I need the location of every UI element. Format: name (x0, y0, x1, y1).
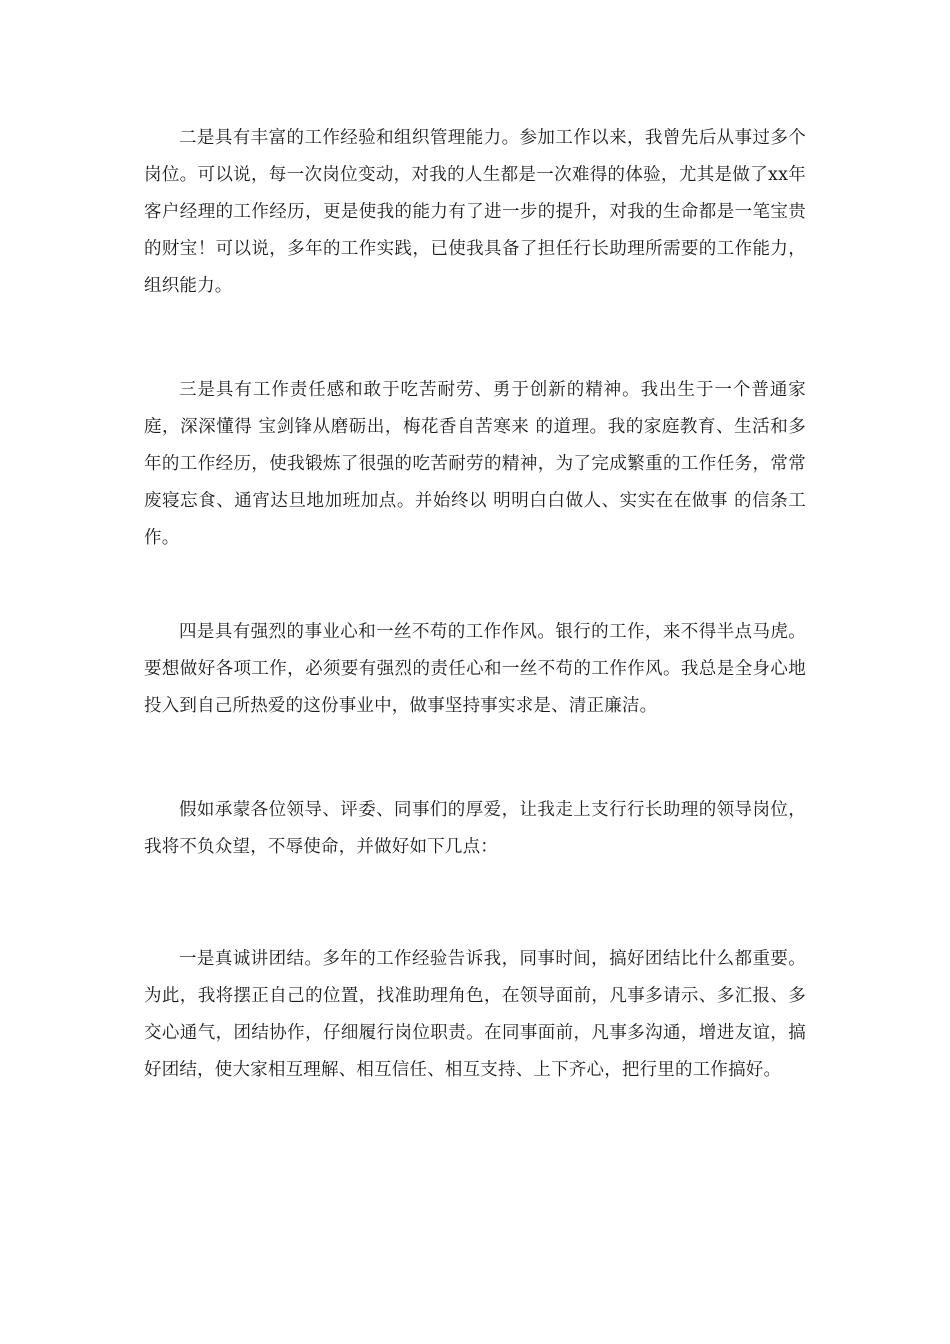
paragraph-commitment: 假如承蒙各位领导、评委、同事们的厚爱，让我走上支行行长助理的领导岗位，我将不负众望，不辱使命，并做好如下几点： (144, 800, 806, 857)
paragraph-responsibility: 三是具有工作责任感和敢于吃苦耐劳、勇于创新的精神。我出生于一个普通家庭，深深懂得 宝剑锋从磨砺出，梅花香自苦寒来 的道理。我的家庭教育、生活和多年的工作经历，使我锻炼了很强的吃苦耐劳的精神，为了完成繁重的工作任务，常常废寝忘食、通宵达旦地加班加点。并始终以 明明白白做人、实实在在做事 的信条工作。 (144, 380, 806, 548)
paragraph-work-experience: 二是具有丰富的工作经验和组织管理能力。参加工作以来，我曾先后从事过多个岗位。可以说，每一次岗位变动，对我的人生都是一次难得的体验，尤其是做了xx年客户经理的工作经历，更是使我的能力有了进一步的提升，对我的生命都是一笔宝贵的财宝！可以说，多年的工作实践，已使我具备了担任行长助理所需要的工作能力，组织能力。 (144, 128, 806, 296)
paragraph-unity: 一是真诚讲团结。多年的工作经验告诉我，同事时间，搞好团结比什么都重要。为此，我将摆正自己的位置，找准助理角色，在领导面前，凡事多请示、多汇报、多交心通气，团结协作，仔细履行岗位职责。在同事面前，凡事多沟通，增进友谊，搞好团结，使大家相互理解、相互信任、相互支持、上下齐心，把行里的工作搞好。 (144, 949, 806, 1080)
paragraph-dedication: 四是具有强烈的事业心和一丝不苟的工作作风。银行的工作，来不得半点马虎。要想做好各项工作，必须要有强烈的责任心和一丝不苟的工作作风。我总是全身心地投入到自己所热爱的这份事业中，做事坚持事实求是、清正廉洁。 (144, 622, 806, 716)
